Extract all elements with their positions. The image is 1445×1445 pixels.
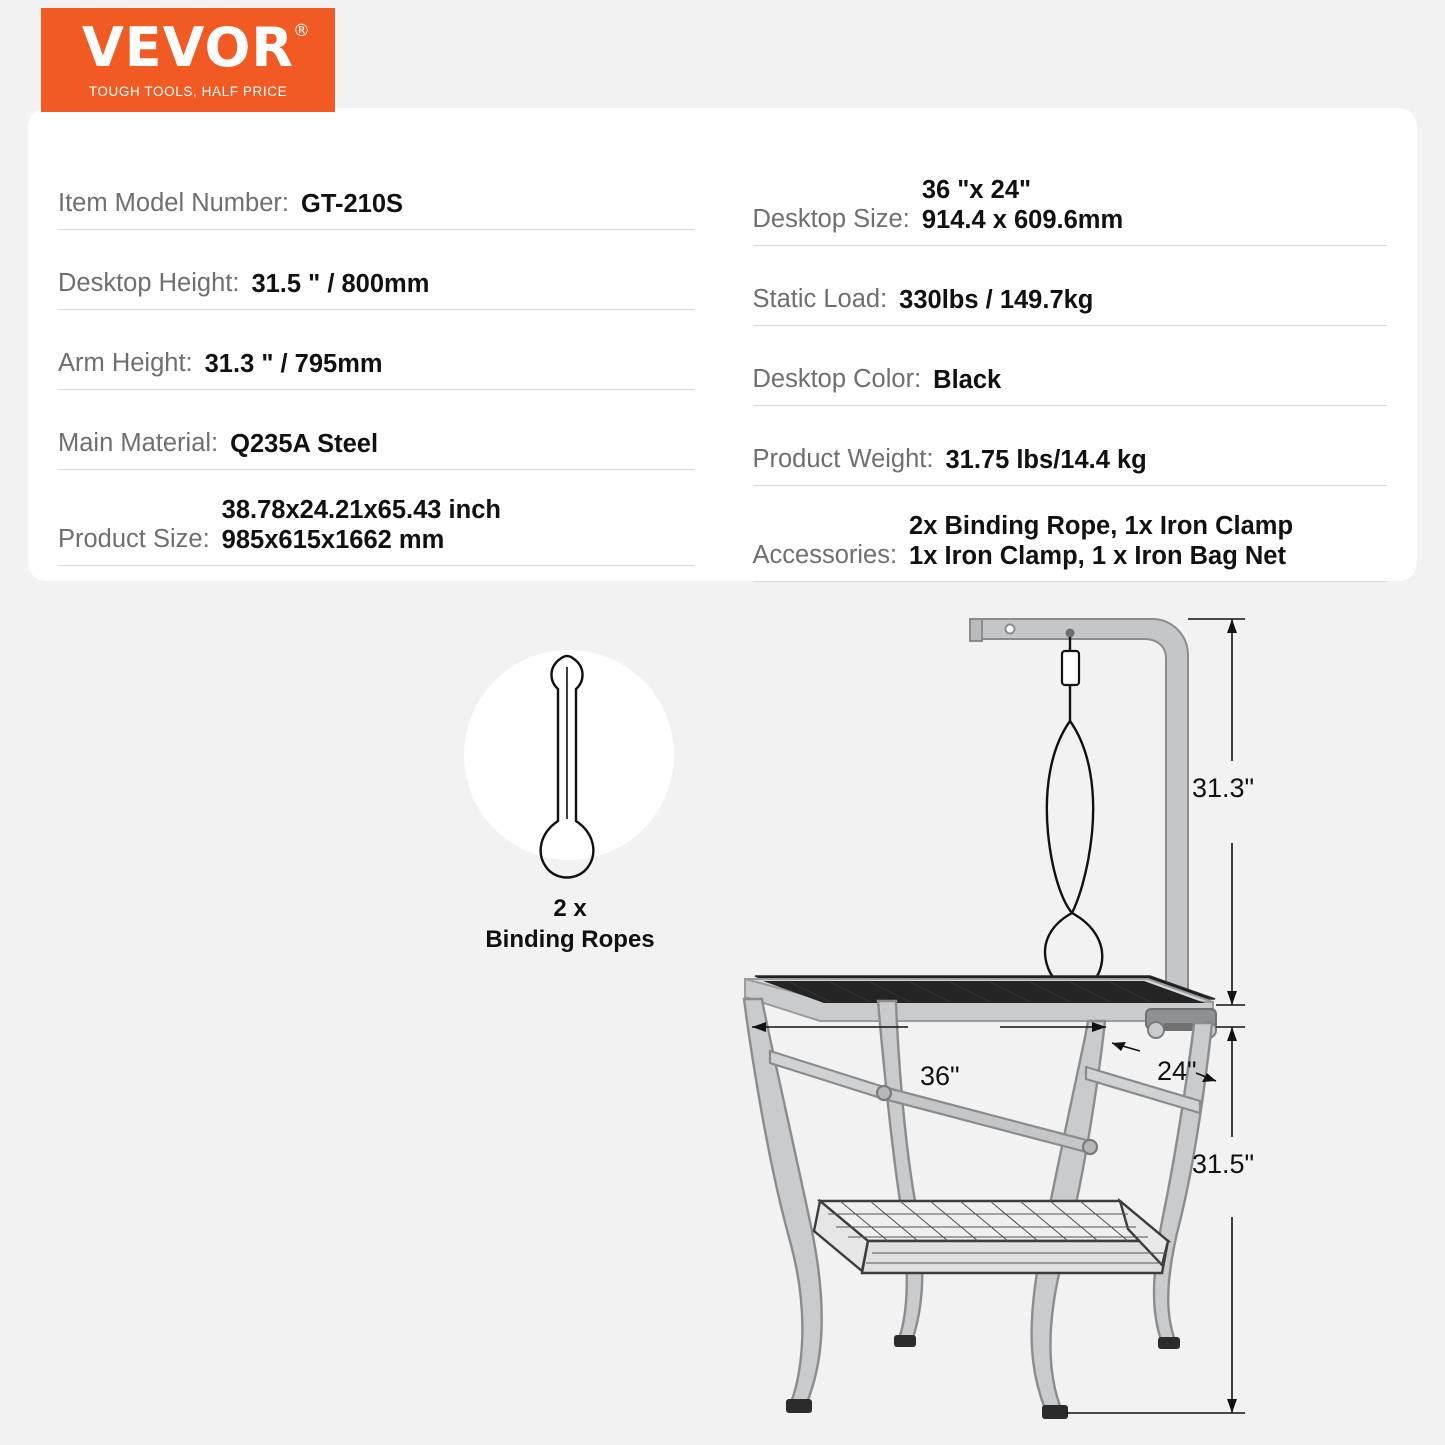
spec-value — [922, 175, 1123, 235]
spec-row — [58, 230, 695, 310]
binding-rope-caption-line1: 2 x — [553, 895, 587, 922]
folding-braces — [770, 1051, 1200, 1154]
binding-rope-caption — [430, 893, 710, 955]
registered-mark: ® — [293, 21, 311, 41]
spec-row — [58, 310, 695, 390]
binding-rope-icon — [541, 656, 594, 878]
spec-value-line: 38.78x24.21x65.43 inch — [221, 495, 501, 524]
spec-value — [909, 511, 1293, 571]
specification-columns — [28, 108, 1417, 581]
spec-value-line: 985x615x1662 mm — [221, 525, 445, 554]
product-diagram-svg — [0, 581, 1445, 1445]
spec-row — [753, 486, 1388, 582]
spec-label: Arm Height: — [58, 348, 193, 377]
dimension-table-width: 36" — [920, 1061, 960, 1091]
specification-column-right — [723, 150, 1388, 581]
arm-loop-anchor-icon — [1066, 629, 1074, 637]
spec-label: Product Weight: — [752, 444, 934, 473]
hanging-noose — [1045, 637, 1102, 989]
specification-card — [28, 108, 1417, 581]
spec-label: Static Load: — [752, 284, 888, 313]
spec-label: Product Size: — [58, 524, 210, 553]
spec-row — [753, 246, 1388, 326]
product-illustration — [0, 581, 1445, 1445]
spec-label: Desktop Color: — [752, 364, 922, 393]
table-feet — [786, 1335, 1180, 1419]
iron-bag-net — [814, 1201, 1168, 1273]
brand-logo — [41, 8, 335, 112]
spec-value-line: Q235A Steel — [230, 429, 379, 458]
spec-label: Accessories: — [752, 540, 898, 569]
arm-hole-icon — [1006, 625, 1015, 634]
dimension-arm-height: 31.3" — [1192, 773, 1255, 803]
spec-value — [222, 495, 501, 555]
spec-value-line: 31.3 " / 795mm — [204, 349, 383, 378]
spec-row — [58, 390, 695, 470]
table-top — [745, 976, 1216, 1038]
spec-value-line: 31.5 " / 800mm — [251, 269, 430, 298]
spec-value-line: 330lbs / 149.7kg — [899, 285, 1094, 314]
spec-value-line: 2x Binding Rope, 1x Iron Clamp — [909, 511, 1294, 540]
spec-row — [753, 150, 1388, 246]
spec-value — [230, 429, 378, 459]
brand-tagline: TOUGH TOOLS, HALF PRICE — [88, 84, 288, 99]
spec-value-line: 1x Iron Clamp, 1 x Iron Bag Net — [909, 541, 1286, 570]
spec-label: Item Model Number: — [58, 188, 289, 217]
spec-value-line: 914.4 x 609.6mm — [921, 205, 1124, 234]
specification-column-left — [58, 150, 723, 581]
spec-value-line: 36 "x 24" — [921, 175, 1032, 204]
dimension-desktop-height: 31.5" — [1192, 1149, 1255, 1179]
spec-value — [251, 269, 429, 299]
binding-rope-caption-line2: Binding Ropes — [485, 926, 655, 954]
spec-value — [899, 285, 1093, 315]
spec-value — [933, 365, 1001, 395]
dimension-table-depth: 24" — [1157, 1056, 1197, 1086]
spec-value — [301, 189, 403, 219]
spec-value-line: GT-210S — [301, 189, 404, 218]
spec-value — [205, 349, 383, 379]
spec-label: Desktop Size: — [752, 204, 910, 233]
spec-value — [945, 445, 1146, 475]
spec-value-line: 31.75 lbs/14.4 kg — [945, 445, 1147, 474]
spec-row — [58, 150, 695, 230]
spec-label: Desktop Height: — [58, 268, 240, 297]
spec-row — [58, 470, 695, 566]
spec-value-line: Black — [933, 365, 1002, 394]
brand-name-text: VEVOR — [81, 16, 294, 79]
brand-name — [81, 16, 311, 79]
spec-row — [753, 326, 1388, 406]
spec-label: Main Material: — [58, 428, 219, 457]
spec-row — [753, 406, 1388, 486]
